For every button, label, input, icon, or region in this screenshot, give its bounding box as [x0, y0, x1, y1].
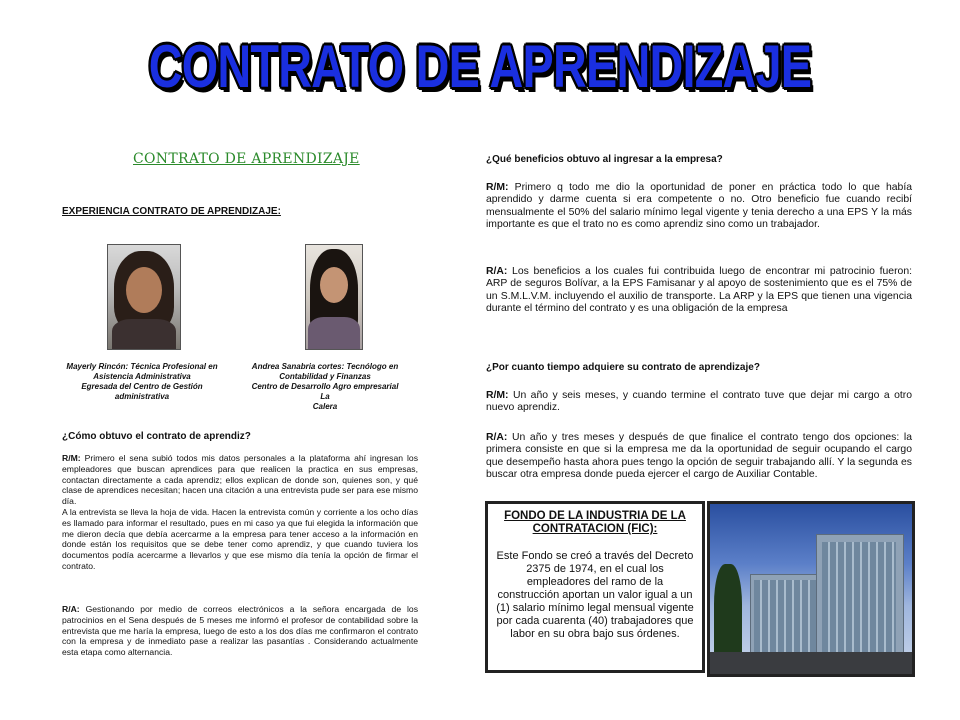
building-photo — [707, 501, 915, 677]
answer-ra-left: R/A: Gestionando por medio de correos electrónicos a la señora encargada de los patrocinios en el Sena después de 5 meses me informó el profesor de contabilidad sobre la entrevista que me haría la empresa, luego de esto a los dos días me confirmaron el contrato con la empresa y de inmediato pase a realizar las pasantías . Considerando actualmente esta etapa como alternancia. — [62, 604, 418, 658]
caption-andrea: Andrea Sanabria cortes: Tecnólogo en Contabilidad y Finanzas Centro de Desarrollo Agro empresarial La Calera — [251, 362, 399, 411]
question-duration: ¿Por cuanto tiempo adquiere su contrato de aprendizaje? — [486, 362, 760, 373]
photo-andrea — [305, 244, 363, 350]
answer-duration-rm: R/M: Un año y seis meses, y cuando termine el contrato tuve que dejar mi cargo a otro nuevo aprendiz. — [486, 390, 912, 414]
question-benefits: ¿Qué beneficios obtuvo al ingresar a la empresa? — [486, 154, 723, 165]
experience-heading: EXPERIENCIA CONTRATO DE APRENDIZAJE: — [62, 206, 281, 217]
left-subtitle: CONTRATO DE APRENDIZAJE — [133, 151, 360, 167]
question-how-obtained: ¿Cómo obtuvo el contrato de aprendiz? — [62, 431, 251, 442]
answer-duration-ra: R/A: Un año y tres meses y después de que finalice el contrato tengo dos opciones: la primera consiste en que si la empresa me da la oportunidad de seguir ocupando el cargo que desempeño hasta ahora pues tengo la opción de seguir trabajando allí. Y la segunda es buscar otra empresa donde pueda ejercer el cargo de Auxiliar Contable. — [486, 432, 912, 481]
fic-title: FONDO DE LA INDUSTRIA DE LA CONTRATACION (FIC): — [504, 510, 686, 535]
answer-benefits-rm: R/M: Primero q todo me dio la oportunidad de poner en práctica todo lo que había aprendido y darme cuenta si era competente o no. Otro beneficio fue cuando recibí mensualmente el 50% del salario mínimo legal vigente y tenia derecho a una EPS Y la más importante es que el trato no es como aprendiz sino como un trabajador. — [486, 182, 912, 231]
answer-rm-left: R/M: Primero el sena subió todos mis datos personales a la plataforma ahí ingresan los empleadores que buscan aprendices para que realicen la practica en sus empresas, contactan directamente a cada aprendiz; ellos explican de donde son, quienes son, y qué clase de aprendices necesitan; hacen una citación a una entrevista pude ser para ese mismo día. A la entrevista se lleva la hoja de vida. Hacen la entrevista común y corriente a los ocho días es llamado para informar el resultado, pues en mi caso ya que fui elegida la información que me dieron decía que debía acercarme a la empresa para tener acceso a la información en donde están los requisitos que se debe tener como aprendiz, y que cuando tuviera los documentos podía acercarme a llevarlos y que ese mismo día tenía la opción de firmar el contrato. — [62, 453, 418, 571]
answer-benefits-ra: R/A: Los beneficios a los cuales fui contribuida luego de encontrar mi patrocinio fueron: ARP de seguros Bolívar, a la EPS Famisanar y al apoyo de sostenimiento que es el 75% de un S.M.L.V.M. incluyendo el auxilio de transporte. La ARP y la EPS que tienen una vigencia durante el término del contrato y es una obligación de la empresa — [486, 266, 912, 315]
photo-mayerly — [107, 244, 181, 350]
fic-text: Este Fondo se creó a través del Decreto 2375 de 1974, en el cual los empleadores del ramo de la construcción aportan un valor igual a un (1) salario mínimo legal mensual vigente por cada cuarenta (40) trabajadores que labor en su obra bajo sus órdenes. — [496, 550, 694, 640]
page-title: CONTRATO DE APRENDIZAJE — [148, 33, 812, 100]
caption-mayerly: Mayerly Rincón: Técnica Profesional en Asistencia Administrativa Egresada del Centro de Gestión administrativa — [66, 362, 218, 401]
fic-info-box — [485, 501, 705, 673]
